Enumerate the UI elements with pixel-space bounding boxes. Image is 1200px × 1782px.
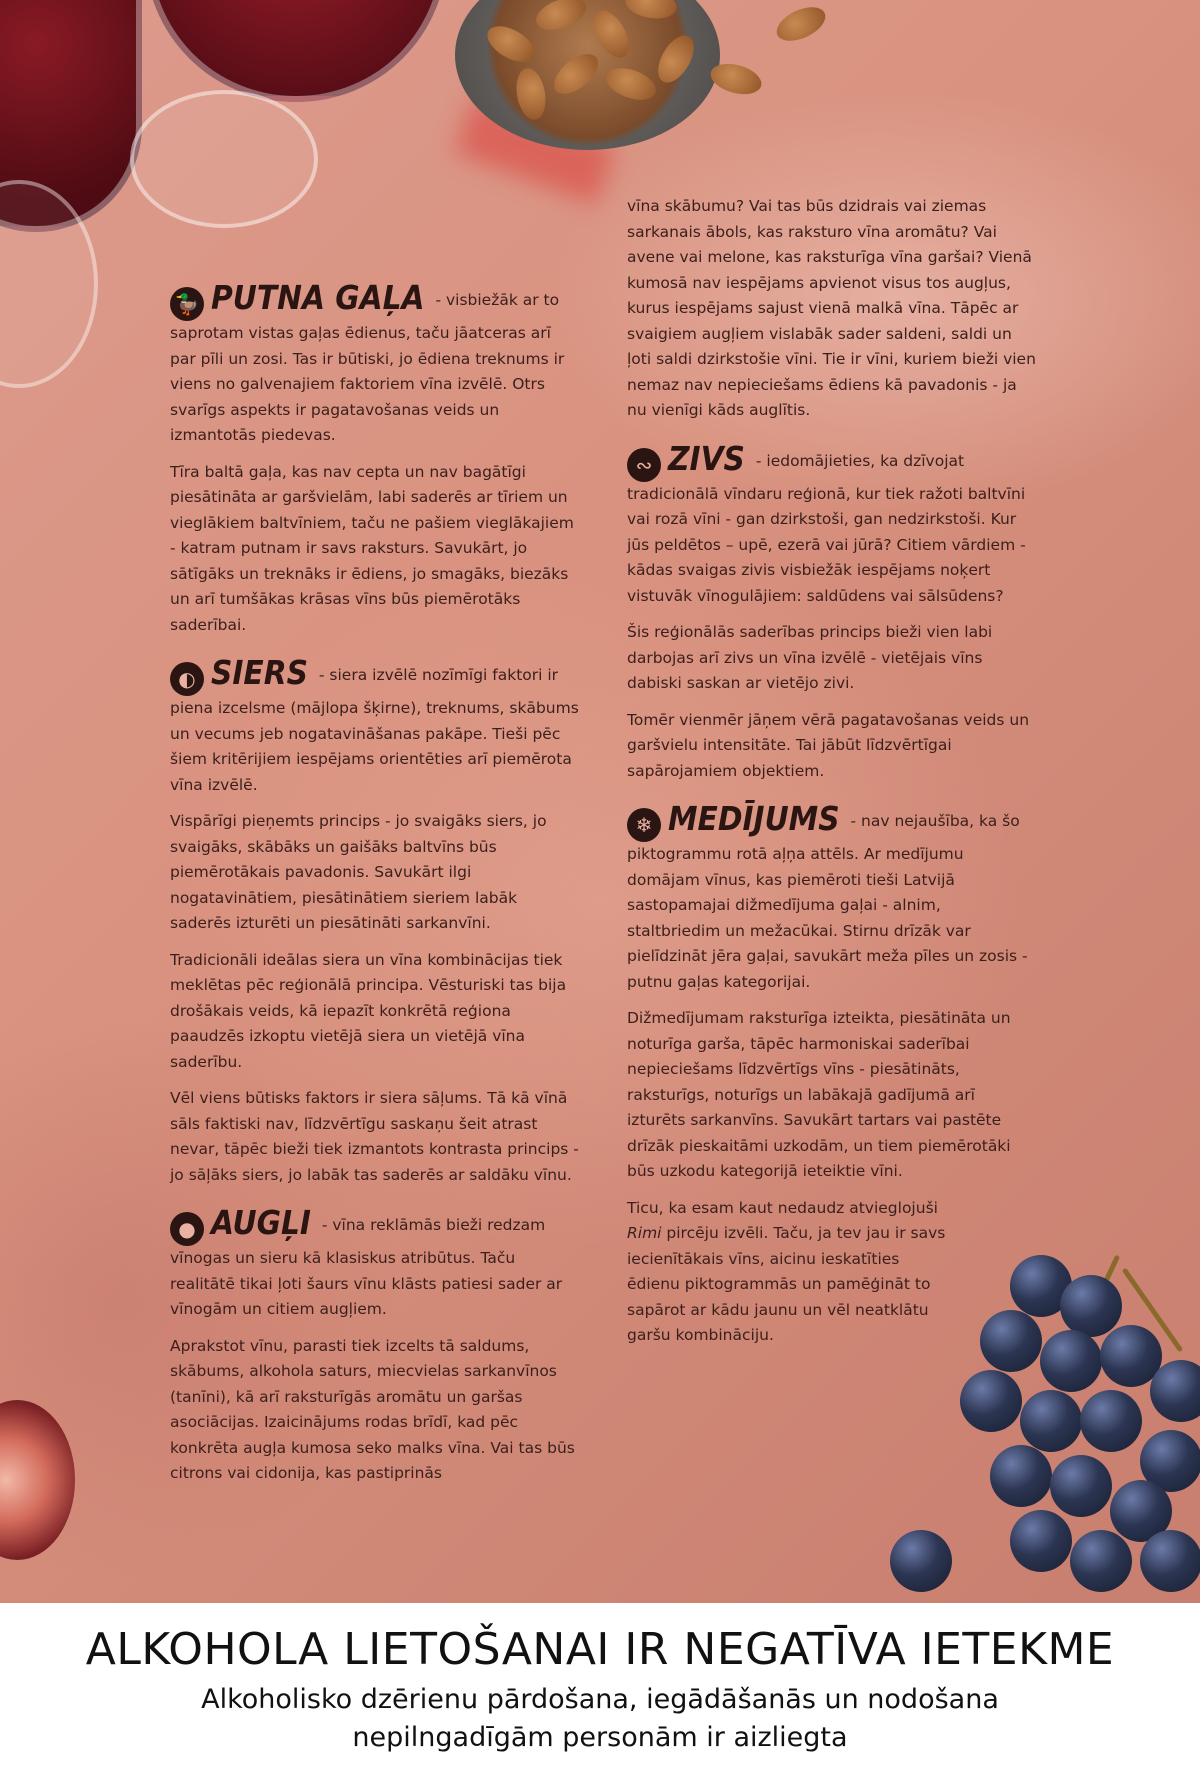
- almond-image: [772, 0, 831, 47]
- closing-text: Ticu, ka esam kaut nedaudz atvieglojuši: [627, 1198, 938, 1217]
- section-intro: - vīna reklāmās bieži redzam vīnogas un sieru kā klasiskus atribūtus. Taču realitātē tikai ļoti šaurs vīnu klāsts patiesi sader ar vīnogām un citiem augļiem.: [170, 1216, 563, 1318]
- closing-text: garšu kombināciju.: [627, 1326, 774, 1344]
- section-heading: SIERS: [211, 653, 308, 692]
- alcohol-warning-banner: [0, 1603, 1200, 1782]
- warning-title: ALKOHOLA LIETOŠANAI IR NEGATĪVA IETEKME: [85, 1624, 1115, 1675]
- closing-text: pircēju izvēli. Taču, ja tev jau ir savs iecienītākais vīns, aicinu ieskatīties ēdienu piktogrammās un pamēģināt to sapārot ar kādu jaunu un vēl neatklātu: [627, 1224, 946, 1319]
- paragraph: Šis reģionālās saderības princips bieži vien labi darbojas arī zivs un vīna izvēlē - vietējais vīns dabiski saskan ar vietējo zivi.: [627, 623, 993, 692]
- section-intro: - nav nejaušība, ka šo piktogrammu rotā aļņa attēls. Ar medījumu domājam vīnus, kas piemēroti tieši Latvijā sastopamajai dižmedījuma gaļai - alnim, staltbriedim un mežacūkai. Stirnu drīzāk var pielīdzināt jēra gaļai, savukārt meža pīles un zosis - putnu gaļas kategorijai.: [627, 812, 1028, 991]
- paragraph: Vispārīgi pieņemts princips - jo svaigāks siers, jo svaigāks, skābāks un gaišāks baltvīns būs piemērotākais pavadonis. Savukārt ilgi nogatavinātiem, piesātinātiem sieriem labāk saderēs izturēti un piesātināti sarkanvīni.: [170, 812, 547, 932]
- section-heading: MEDĪJUMS: [668, 799, 840, 838]
- paragraph: vīna skābumu? Vai tas būs dzidrais vai ziemas sarkanais ābols, kas raksturo vīna aromātu? Vai avene vai melone, kas raksturīga vīna garšai? Vienā kumosā nav iespējams apvienot visus tos augļus, kurus iespējams sajust vienā malkā vīna. Tāpēc ar svaigiem augļiem vislabāk sader saldeni, saldi un ļoti saldi dzirkstošie vīni. Tie ir vīni, kuriem bieži vien nemaz nav nepieciešams ēdiens kā pavadonis - ja nu vienīgi kāds auglītis.: [627, 197, 1036, 419]
- right-column: [627, 194, 1037, 1360]
- paragraph: Aprakstot vīnu, parasti tiek izcelts tā saldums, skābums, alkohola saturs, miecvielas sarkanvīnos (tanīni), kā arī raksturīgās aromātu un garšas asociācijas. Izaicinājums rodas brīdī, kad pēc konkrēta augļa kumosa seko malks vīna. Vai tas būs citrons vai cidonija, kas pastiprinās: [170, 1336, 575, 1482]
- warning-subtitle-line-1: Alkoholisko dzērienu pārdošana, iegādāšanās un nodošana: [201, 1684, 999, 1715]
- paragraph: Tīra baltā gaļa, kas nav cepta un nav bagātīgi piesātināta ar garšvielām, labi saderēs ar tīriem un vieglākiem baltvīniem, taču ne pašiem vieglākajiem - katram putnam ir savs raksturs. Savukārt, jo sātīgāks un treknāks ir ēdiens, jo smagāks, biezāks un arī tumšākas krāsas vīns būs piemērotāks saderībai.: [170, 462, 574, 634]
- section-putna-gala: [170, 278, 580, 449]
- deer-icon: ❄: [627, 808, 661, 842]
- section-intro: - siera izvēlē nozīmīgi faktori ir piena izcelsme (mājlopa šķirne), treknums, skābums un vecums jeb nogatavināšanas pakāpe. Tieši pēc šiem kritērijiem iespējams orientēties arī piemērota vīna izvēlē.: [170, 666, 579, 794]
- warning-subtitle-line-2: nepilngadīgām personām ir aizliegta: [352, 1722, 848, 1753]
- wine-glass-base-image: [130, 90, 318, 228]
- bird-icon: 🦆: [170, 287, 204, 321]
- section-siers: [170, 653, 580, 798]
- fish-icon: ∾: [627, 448, 661, 482]
- section-intro: - visbiežāk ar to saprotam vistas gaļas ēdienus, taču jāatceras arī par pīli un zosi. Tas ir būtiski, jo ēdiena treknums ir viens no galvenajiem faktoriem vīna izvēlē. Otrs svarīgs aspekts ir pagatavošanas veids un izmantotās piedevas.: [170, 291, 565, 444]
- section-heading: PUTNA GAĻA: [211, 278, 425, 317]
- brand-name: Rimi: [627, 1224, 662, 1242]
- section-heading: ZIVS: [668, 438, 745, 478]
- section-intro: - iedomājieties, ka dzīvojat tradicionālā vīndaru reģionā, kur tiek ražoti baltvīni vai rozā vīni - gan dzirkstoši, gan nedzirkstoši. Kur jūs peldētos – upē, ezerā vai jūrā? Citiem vārdiem - kādas svaigas zivis visbiežāk iespējams noķert vistuvāk vīnogulājiem: saldūdens vai sālsūdens?: [627, 451, 1026, 605]
- section-augli: [170, 1203, 580, 1323]
- fig-image: [0, 1400, 75, 1560]
- almond-image: [707, 59, 764, 100]
- paragraph: Tomēr vienmēr jāņem vērā pagatavošanas veids un garšvielu intensitāte. Tai jābūt līdzvērtīgai sapārojamiem objektiem.: [627, 710, 1030, 780]
- section-zivs: [627, 438, 1037, 610]
- paragraph: Dižmedījumam raksturīga izteikta, piesātināta un noturīga garša, tāpēc harmoniskai saderībai nepieciešams līdzvērtīgs vīns - piesātināts, raksturīgs, noturīgs un labākajā gadījumā arī izturēts sarkanvīns. Savukārt tartars vai pastēte drīzāk pieskaitāmi uzkodām, un tiem piemērotāki būs uzkodu kategorijā ieteiktie vīni.: [627, 1009, 1011, 1180]
- paragraph: Vēl viens būtisks faktors ir siera sāļums. Tā kā vīnā sāls faktiski nav, līdzvērtīgu saskaņu šeit atrast nevar, tāpēc bieži tiek izmantots kontrasta princips - jo sāļāks siers, jo labāk tas saderēs ar saldāku vīnu.: [170, 1089, 579, 1184]
- section-heading: AUGĻI: [211, 1203, 311, 1242]
- left-column: [170, 278, 580, 1498]
- cheese-icon: ◐: [170, 662, 204, 696]
- closing-paragraph: [627, 1196, 957, 1349]
- section-medijums: [627, 799, 1037, 995]
- wine-glass-image: [145, 0, 447, 102]
- fruit-icon: ●: [170, 1212, 204, 1246]
- paragraph: Tradicionāli ideālas siera un vīna kombinācijas tiek meklētas pēc reģionālā principa. Vēsturiski tas bija drošākais veids, kā iepazīt konkrētā reģiona paaudzēs izkoptu vietējā siera un vietējā vīna saderību.: [170, 950, 567, 1071]
